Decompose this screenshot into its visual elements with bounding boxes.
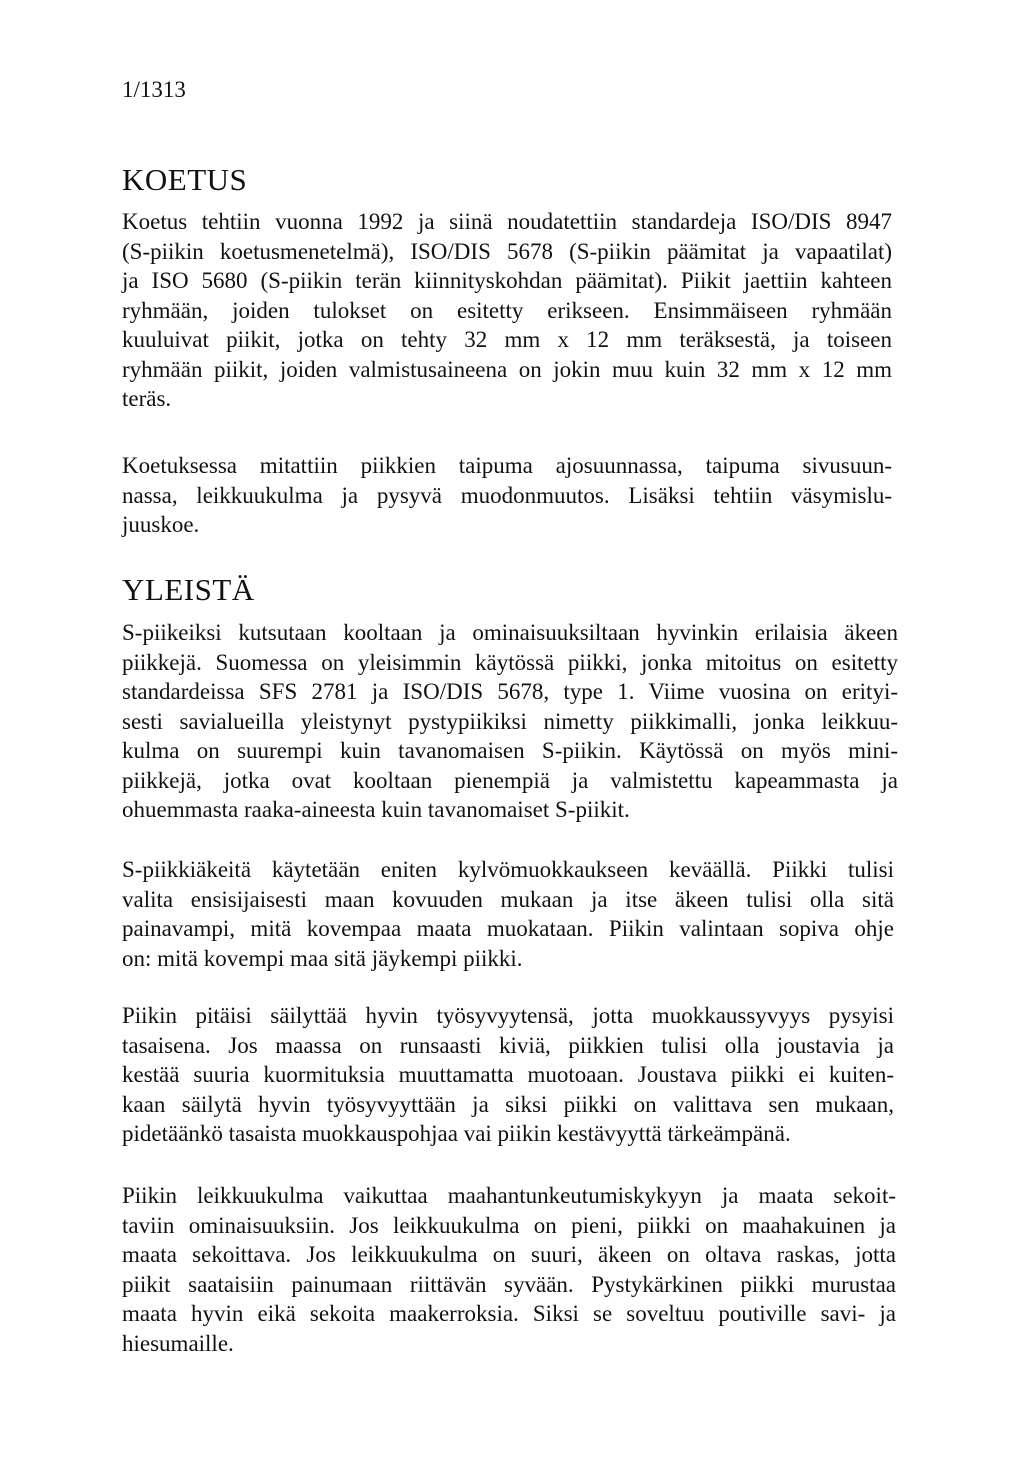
text-line: hiesumaille. bbox=[122, 1330, 234, 1356]
text-line: taviin ominaisuuksiin. Jos leikkuukulma on pieni, piikki on maahakuinen ja bbox=[122, 1212, 896, 1238]
text-line: ryhmään, joiden tulokset on esitetty erikseen. Ensimmäiseen ryhmään bbox=[122, 297, 892, 323]
koetus-paragraph-1 bbox=[122, 207, 892, 414]
text-line: piikit saataisiin painumaan riittävän syvään. Pystykärkinen piikki murustaa bbox=[122, 1271, 896, 1297]
text-line: Piikin pitäisi säilyttää hyvin työsyvyytensä, jotta muokkaussyvyys pysyisi bbox=[122, 1003, 894, 1028]
text-line: Koetuksessa mitattiin piikkien taipuma ajosuunnassa, taipuma sivusuun- bbox=[122, 453, 892, 478]
yleista-paragraph-3 bbox=[122, 1001, 894, 1149]
section-heading-koetus: KOETUS bbox=[122, 162, 248, 197]
text-line: standardeissa SFS 2781 ja ISO/DIS 5678, type 1. Viime vuosina on erityi- bbox=[122, 679, 898, 704]
text-line: kulma on suurempi kuin tavanomaisen S-piikin. Käytössä on myös mini- bbox=[122, 738, 898, 763]
yleista-paragraph-2 bbox=[122, 855, 894, 973]
text-line: Piikin leikkuukulma vaikuttaa maahantunkeutumiskykyyn ja maata sekoit- bbox=[122, 1183, 896, 1208]
text-line: S-piikkiäkeitä käytetään eniten kylvömuokkaukseen keväällä. Piikki tulisi bbox=[122, 857, 894, 882]
yleista-paragraph-1 bbox=[122, 618, 898, 825]
text-line: Koetus tehtiin vuonna 1992 ja siinä noudatettiin standardeja ISO/DIS 8947 bbox=[122, 209, 892, 234]
text-line: on: mitä kovempi maa sitä jäykempi piikki. bbox=[122, 945, 523, 971]
text-line: maata hyvin eikä sekoita maakerroksia. Siksi se soveltuu poutiville savi- ja bbox=[122, 1301, 896, 1326]
text-line: teräs. bbox=[122, 386, 172, 411]
text-line: piikkejä. Suomessa on yleisimmin käytössä piikki, jonka mitoitus on esitetty bbox=[122, 649, 898, 675]
text-line: pidetäänkö tasaista muokkauspohjaa vai piikin kestävyyttä tärkeämpänä. bbox=[122, 1121, 791, 1146]
yleista-paragraph-4 bbox=[122, 1181, 896, 1358]
text-line: maata sekoittava. Jos leikkuukulma on suuri, äkeen on oltava raskas, jotta bbox=[122, 1242, 896, 1267]
koetus-paragraph-2 bbox=[122, 451, 892, 540]
text-line: (S-piikin koetusmenetelmä), ISO/DIS 5678 (S-piikin päämitat ja vapaatilat) bbox=[122, 238, 892, 264]
text-line: S-piikeiksi kutsutaan kooltaan ja ominaisuuksiltaan hyvinkin erilaisia äkeen bbox=[122, 620, 898, 645]
section-heading-yleista: YLEISTÄ bbox=[122, 572, 255, 607]
text-line: painavampi, mitä kovempaa maata muokataan. Piikin valintaan sopiva ohje bbox=[122, 916, 894, 941]
text-line: kuuluivat piikit, jotka on tehty 32 mm x 12 mm teräksestä, ja toiseen bbox=[122, 327, 892, 352]
text-line: tasaisena. Jos maassa on runsaasti kiviä, piikkien tulisi olla joustavia ja bbox=[122, 1032, 894, 1058]
text-line: nassa, leikkuukulma ja pysyvä muodonmuutos. Lisäksi tehtiin väsymislu- bbox=[122, 482, 892, 508]
text-line: ja ISO 5680 (S-piikin terän kiinnityskohdan päämitat). Piikit jaettiin kahteen bbox=[122, 268, 892, 293]
text-line: piikkejä, jotka ovat kooltaan pienempiä ja valmistettu kapeammasta ja bbox=[122, 767, 898, 793]
text-line: kaan säilytä hyvin työsyvyyttään ja siksi piikki on valittava sen mukaan, bbox=[122, 1091, 894, 1117]
text-line: ohuemmasta raaka-aineesta kuin tavanomaiset S-piikit. bbox=[122, 797, 630, 822]
text-line: valita ensisijaisesti maan kovuuden mukaan ja itse äkeen tulisi olla sitä bbox=[122, 886, 894, 912]
page-number: 1/1313 bbox=[122, 77, 186, 102]
text-line: sesti savialueilla yleistynyt pystypiikiksi nimetty piikkimalli, jonka leikkuu- bbox=[122, 708, 898, 734]
text-line: kestää suuria kuormituksia muuttamatta muotoaan. Joustava piikki ei kuiten- bbox=[122, 1062, 894, 1087]
text-line: juuskoe. bbox=[122, 512, 200, 537]
text-line: ryhmään piikit, joiden valmistusaineena on jokin muu kuin 32 mm x 12 mm bbox=[122, 356, 892, 382]
